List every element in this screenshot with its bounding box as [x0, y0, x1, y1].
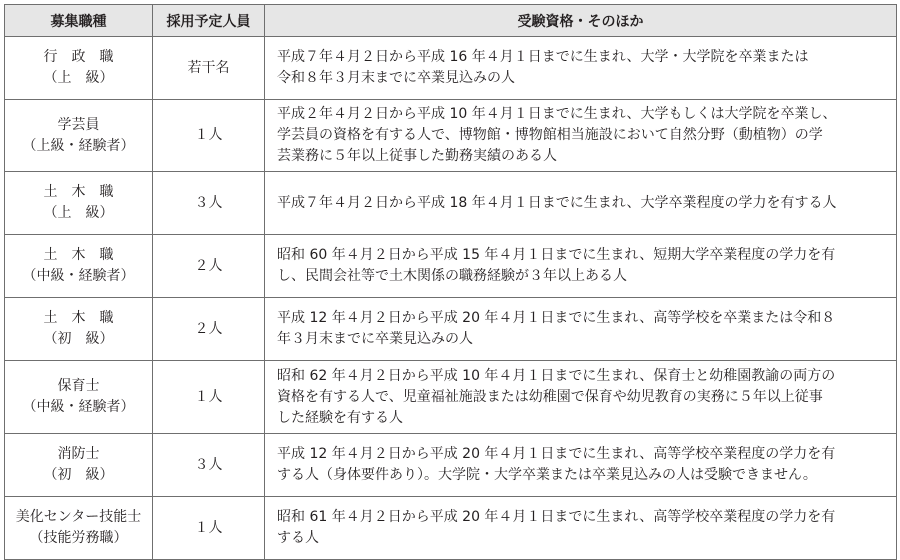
- count-cell: ２人: [153, 235, 265, 298]
- qualification-line: 学芸員の資格を有する人で、博物館・博物館相当施設において自然分野（動植物）の学: [277, 127, 823, 143]
- job-title: 消防士: [57, 446, 100, 462]
- count-cell: ２人: [153, 298, 265, 361]
- table-row: [5, 37, 897, 100]
- header-count: 採用予定人員: [153, 5, 265, 37]
- table-row: [5, 100, 897, 172]
- job-title: 美化センター技能士: [15, 509, 142, 525]
- job-level: （中級・経験者）: [22, 399, 135, 415]
- job-level: （上級・経験者）: [22, 137, 135, 154]
- qualification-line: 昭和 60 年４月２日から平成 15 年４月１日までに生まれ、短期大学卒業程度の学力を有: [277, 247, 836, 263]
- job-level: （上 級）: [43, 205, 114, 221]
- qualification-line: する人: [277, 530, 319, 546]
- table-row: [5, 235, 897, 298]
- job-level: （中級・経験者）: [22, 268, 135, 284]
- qualification-line: 資格を有する人で、児童福祉施設または幼稚園で保育や幼児教育の実務に５年以上従事: [277, 388, 823, 405]
- qualification-line: し、民間会社等で土木関係の職務経験が３年以上ある人: [277, 268, 627, 284]
- job-cell: [5, 361, 153, 434]
- count-cell: ３人: [153, 172, 265, 235]
- job-cell: [5, 298, 153, 361]
- job-level: （技能労務職）: [29, 530, 128, 546]
- qualification-line: 平成７年４月２日から平成 16 年４月１日までに生まれ、大学・大学院を卒業または: [277, 49, 809, 65]
- job-level: （初 級）: [43, 331, 114, 347]
- job-cell: [5, 497, 153, 560]
- job-title: 行 政 職: [43, 49, 114, 65]
- job-level: （上 級）: [43, 70, 114, 86]
- job-cell: [5, 172, 153, 235]
- qualification-cell: [265, 37, 897, 100]
- qualification-line: する人（身体要件あり）。大学院・大学卒業または卒業見込みの人は受験できません。: [277, 467, 817, 483]
- count-cell: ３人: [153, 434, 265, 497]
- qualification-line: 令和８年３月末までに卒業見込みの人: [277, 70, 515, 86]
- qualification-cell: [265, 100, 897, 172]
- table-row: [5, 434, 897, 497]
- job-title: 土 木 職: [43, 184, 114, 200]
- job-cell: [5, 37, 153, 100]
- job-cell: [5, 235, 153, 298]
- qualification-line: 平成 12 年４月２日から平成 20 年４月１日までに生まれ、高等学校卒業程度の学力を有: [277, 446, 836, 462]
- table-row: [5, 172, 897, 235]
- header-qualification: 受験資格・そのほか: [265, 5, 897, 37]
- qualification-line: した経験を有する人: [277, 409, 403, 426]
- qualification-line: 平成 12 年４月２日から平成 20 年４月１日までに生まれ、高等学校を卒業または令和８: [277, 310, 836, 326]
- qualification-line: 年３月末までに卒業見込みの人: [277, 331, 473, 347]
- job-title: 保育士: [57, 378, 100, 394]
- job-cell: [5, 434, 153, 497]
- qualification-cell: [265, 172, 897, 235]
- table-header-row: [5, 5, 897, 37]
- table-row: [5, 497, 897, 560]
- recruitment-table: [4, 4, 897, 560]
- qualification-line: 平成２年４月２日から平成 10 年４月１日までに生まれ、大学もしくは大学院を卒業し、: [277, 106, 837, 122]
- job-cell: [5, 100, 153, 172]
- table-row: [5, 361, 897, 434]
- count-cell: １人: [153, 100, 265, 172]
- qualification-cell: [265, 298, 897, 361]
- qualification-cell: [265, 434, 897, 497]
- job-level: （初 級）: [43, 467, 114, 483]
- header-job: 募集職種: [5, 5, 153, 37]
- qualification-line: 平成７年４月２日から平成 18 年４月１日までに生まれ、大学卒業程度の学力を有する人: [277, 194, 837, 211]
- qualification-cell: [265, 361, 897, 434]
- qualification-cell: [265, 497, 897, 560]
- qualification-line: 昭和 61 年４月２日から平成 20 年４月１日までに生まれ、高等学校卒業程度の学力を有: [277, 509, 836, 525]
- table-row: [5, 298, 897, 361]
- count-cell: １人: [153, 361, 265, 434]
- qualification-cell: [265, 235, 897, 298]
- qualification-line: 昭和 62 年４月２日から平成 10 年４月１日までに生まれ、保育士と幼稚園教諭の両方の: [277, 367, 836, 384]
- count-cell: 若干名: [153, 37, 265, 100]
- job-title: 土 木 職: [43, 310, 114, 326]
- job-title: 土 木 職: [43, 247, 114, 263]
- count-cell: １人: [153, 497, 265, 560]
- qualification-line: 芸業務に５年以上従事した勤務実績のある人: [277, 148, 557, 164]
- job-title: 学芸員: [57, 116, 100, 133]
